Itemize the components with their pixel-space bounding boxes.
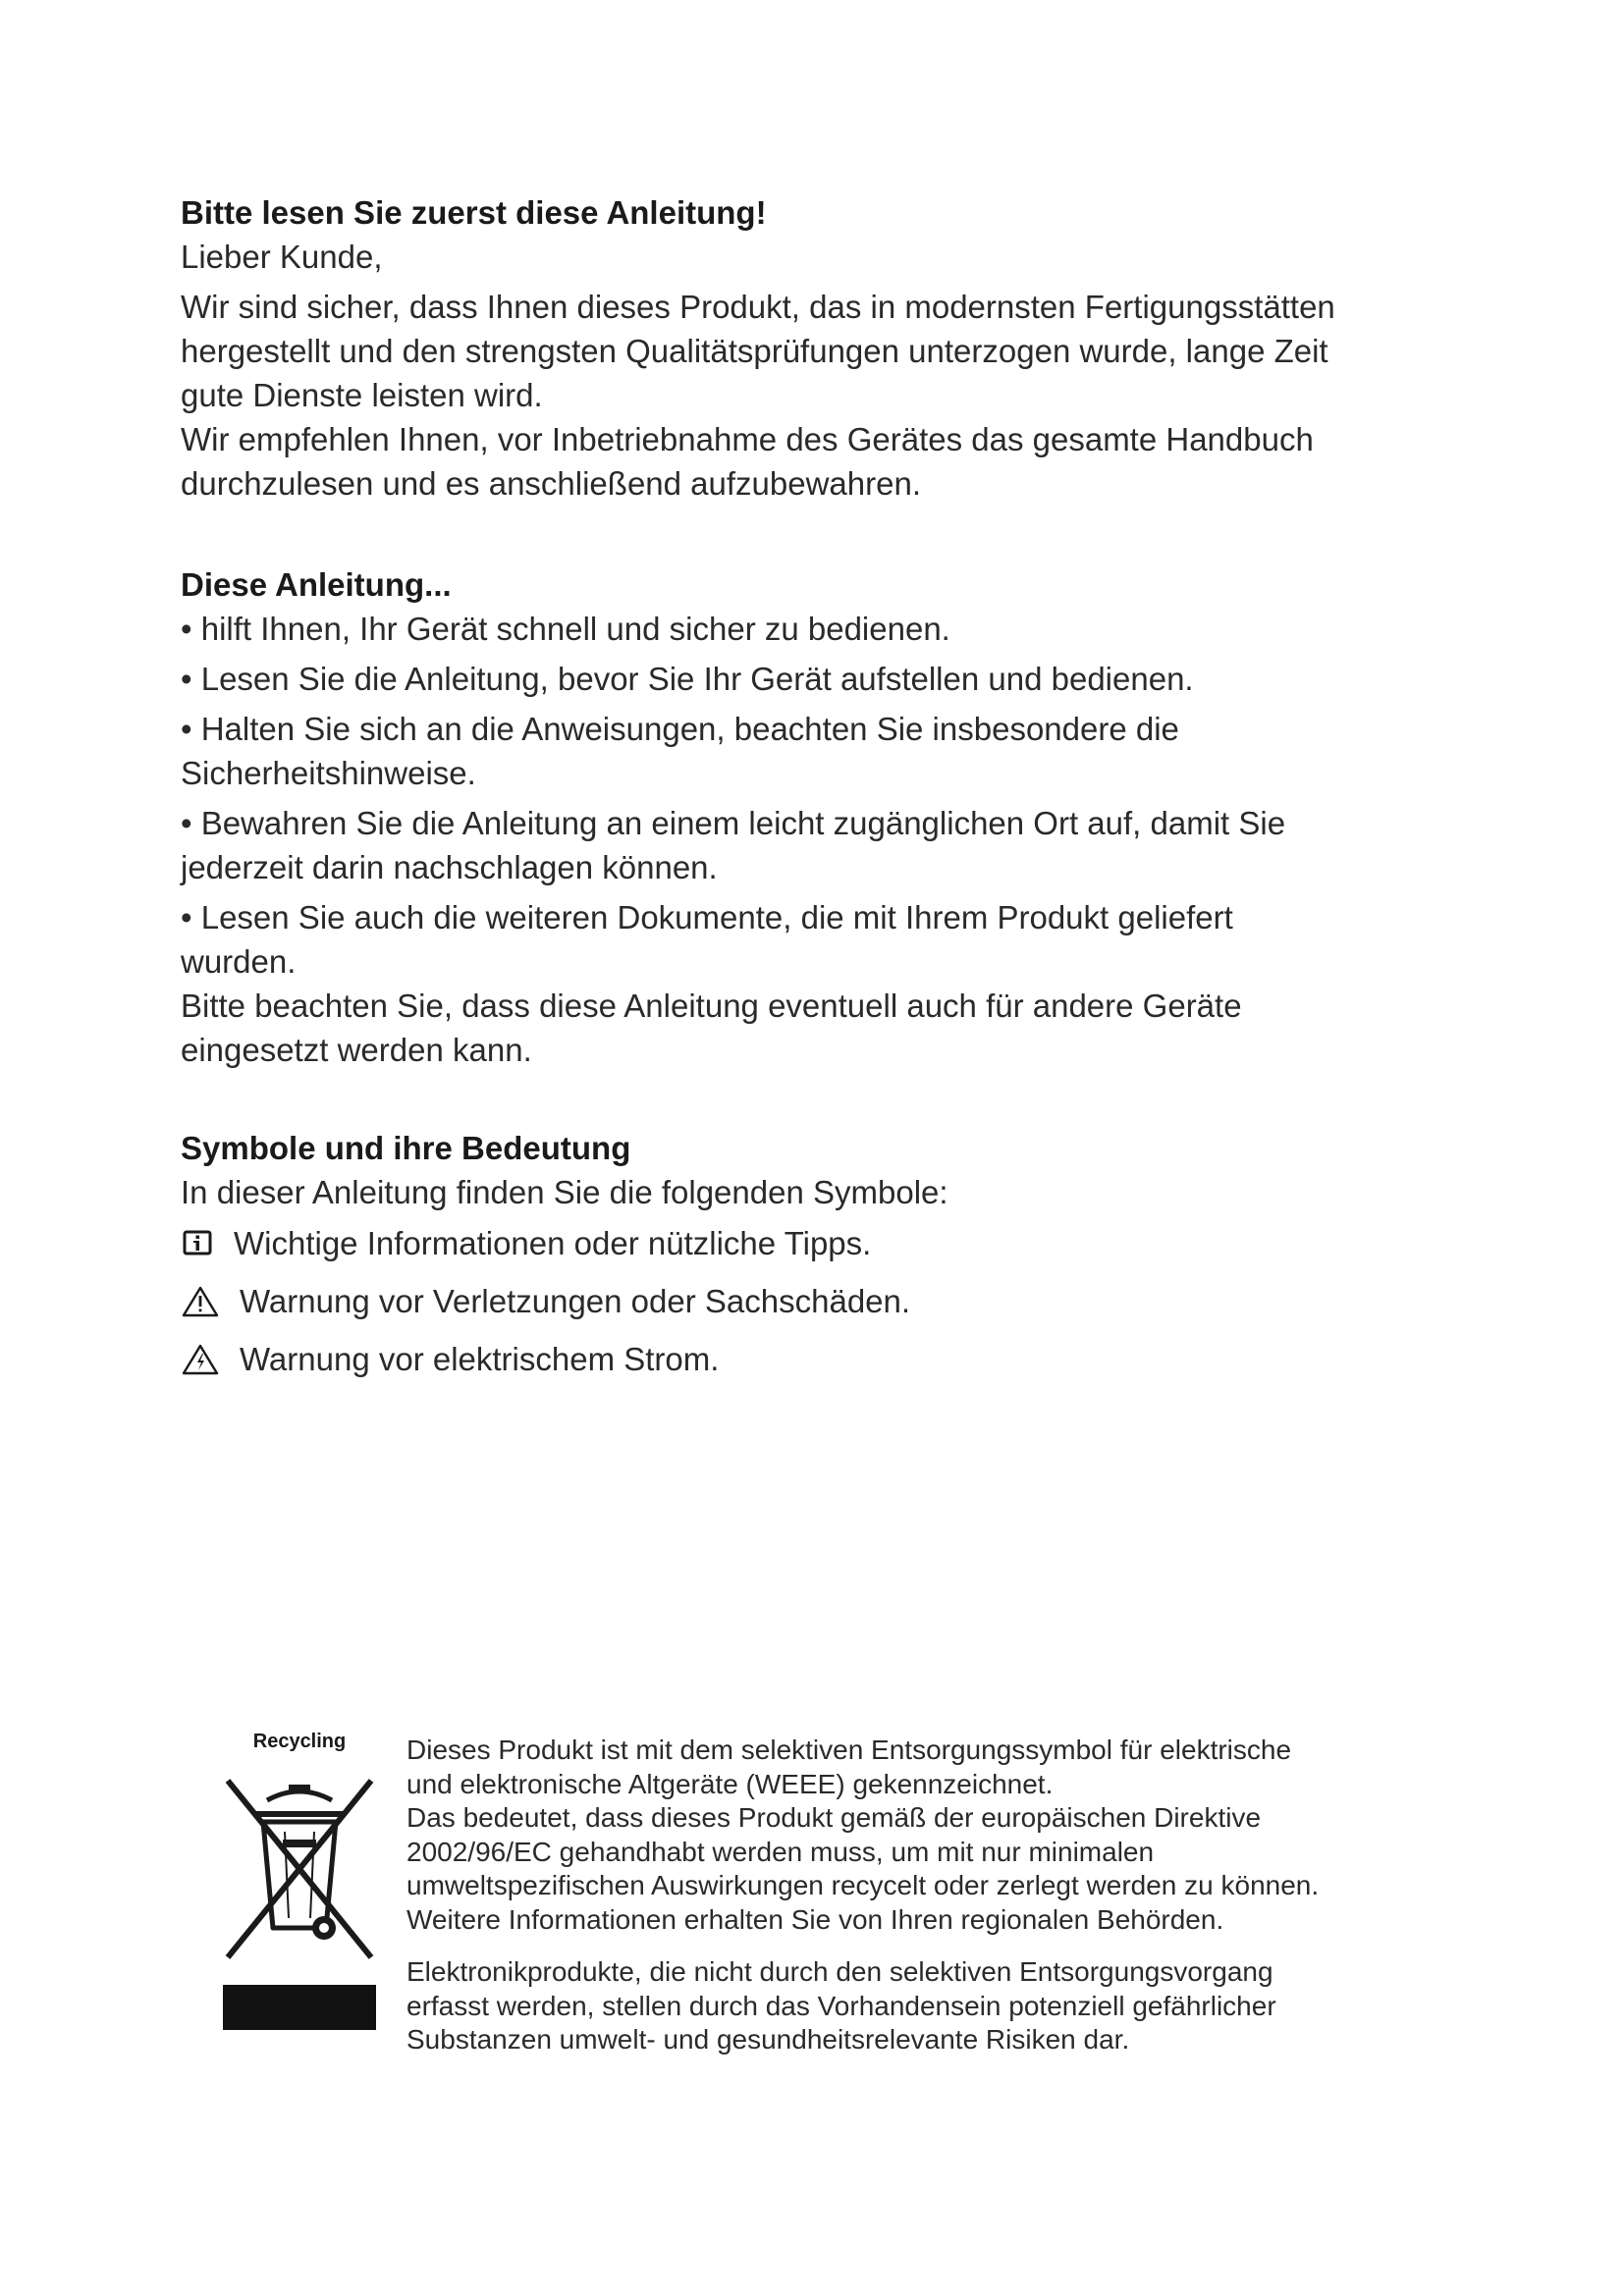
weee-line: Das bedeutet, dass dieses Produkt gemäß der europäischen Direktive: [406, 1802, 1262, 1833]
symbol-text: Wichtige Informationen oder nützliche Tipps.: [234, 1225, 872, 1261]
symbol-row-electric: [181, 1330, 1477, 1388]
manual-section: [181, 562, 1477, 1072]
manual-note: Bitte beachten Sie, dass diese Anleitung eventuell auch für andere Geräte: [181, 988, 1242, 1024]
symbol-row-warning: [181, 1272, 1477, 1330]
symbols-title: Symbole und ihre Bedeutung: [181, 1130, 631, 1166]
weee-line: Weitere Informationen erhalten Sie von Ihren regionalen Behörden.: [406, 1903, 1224, 1935]
manual-note: eingesetzt werden kann.: [181, 1032, 532, 1068]
bullet-item: • Lesen Sie auch die weiteren Dokumente, die mit Ihrem Produkt geliefert: [181, 899, 1233, 935]
intro-line: gute Dienste leisten wird.: [181, 377, 543, 413]
recycling-label: Recycling: [252, 1731, 347, 1752]
bullet-item: • Bewahren Sie die Anleitung an einem leicht zugänglichen Ort auf, damit Sie: [181, 805, 1286, 841]
bullet-item-cont: Sicherheitshinweise.: [181, 755, 476, 791]
electric-warning-icon: [181, 1343, 220, 1376]
manual-title: Diese Anleitung...: [181, 566, 452, 603]
bullet-item: • hilft Ihnen, Ihr Gerät schnell und sicher zu bedienen.: [181, 611, 950, 647]
info-icon: [183, 1230, 212, 1257]
bullet-item: • Halten Sie sich an die Anweisungen, beachten Sie insbesondere die: [181, 711, 1179, 747]
greeting: Lieber Kunde,: [181, 239, 383, 275]
weee-text: [406, 1734, 1487, 2057]
weee-line: und elektronische Altgeräte (WEEE) gekennzeichnet.: [406, 1768, 1054, 1799]
weee-line: Elektronikprodukte, die nicht durch den selektiven Entsorgungsvorgang: [406, 1956, 1273, 1987]
weee-line: Substanzen umwelt- und gesundheitsrelevante Risiken dar.: [406, 2024, 1130, 2055]
recycling-column: [218, 1731, 381, 2036]
intro-title: Bitte lesen Sie zuerst diese Anleitung!: [181, 194, 767, 231]
symbol-text: Warnung vor Verletzungen oder Sachschäden.: [240, 1283, 911, 1319]
intro-line: durchzulesen und es anschließend aufzubewahren.: [181, 465, 922, 502]
bullet-item-cont: wurden.: [181, 943, 297, 980]
bullet-item: • Lesen Sie die Anleitung, bevor Sie Ihr Gerät aufstellen und bedienen.: [181, 661, 1194, 697]
symbol-row-info: [181, 1214, 1477, 1272]
weee-line: Dieses Produkt ist mit dem selektiven Entsorgungssymbol für elektrische: [406, 1735, 1292, 1765]
weee-line: 2002/96/EC gehandhabt werden muss, um mit nur minimalen: [406, 1836, 1155, 1867]
symbols-intro: In dieser Anleitung finden Sie die folgenden Symbole:: [181, 1174, 948, 1210]
intro-line: Wir sind sicher, dass Ihnen dieses Produkt, das in modernsten Fertigungsstätten: [181, 289, 1335, 325]
weee-line: erfasst werden, stellen durch das Vorhandensein potenziell gefährlicher: [406, 1990, 1276, 2021]
weee-line: umweltspezifischen Auswirkungen recycelt oder zerlegt werden zu können.: [406, 1870, 1320, 1900]
symbols-section: [181, 1126, 1477, 1388]
bullet-item-cont: jederzeit darin nachschlagen können.: [181, 849, 718, 885]
weee-bin-icon: [218, 1771, 381, 2036]
intro-line: Wir empfehlen Ihnen, vor Inbetriebnahme des Gerätes das gesamte Handbuch: [181, 421, 1314, 457]
intro-section: [181, 190, 1477, 506]
intro-line: hergestellt und den strengsten Qualitätsprüfungen unterzogen wurde, lange Zeit: [181, 333, 1328, 369]
warning-icon: [181, 1285, 220, 1318]
symbol-text: Warnung vor elektrischem Strom.: [240, 1341, 720, 1377]
